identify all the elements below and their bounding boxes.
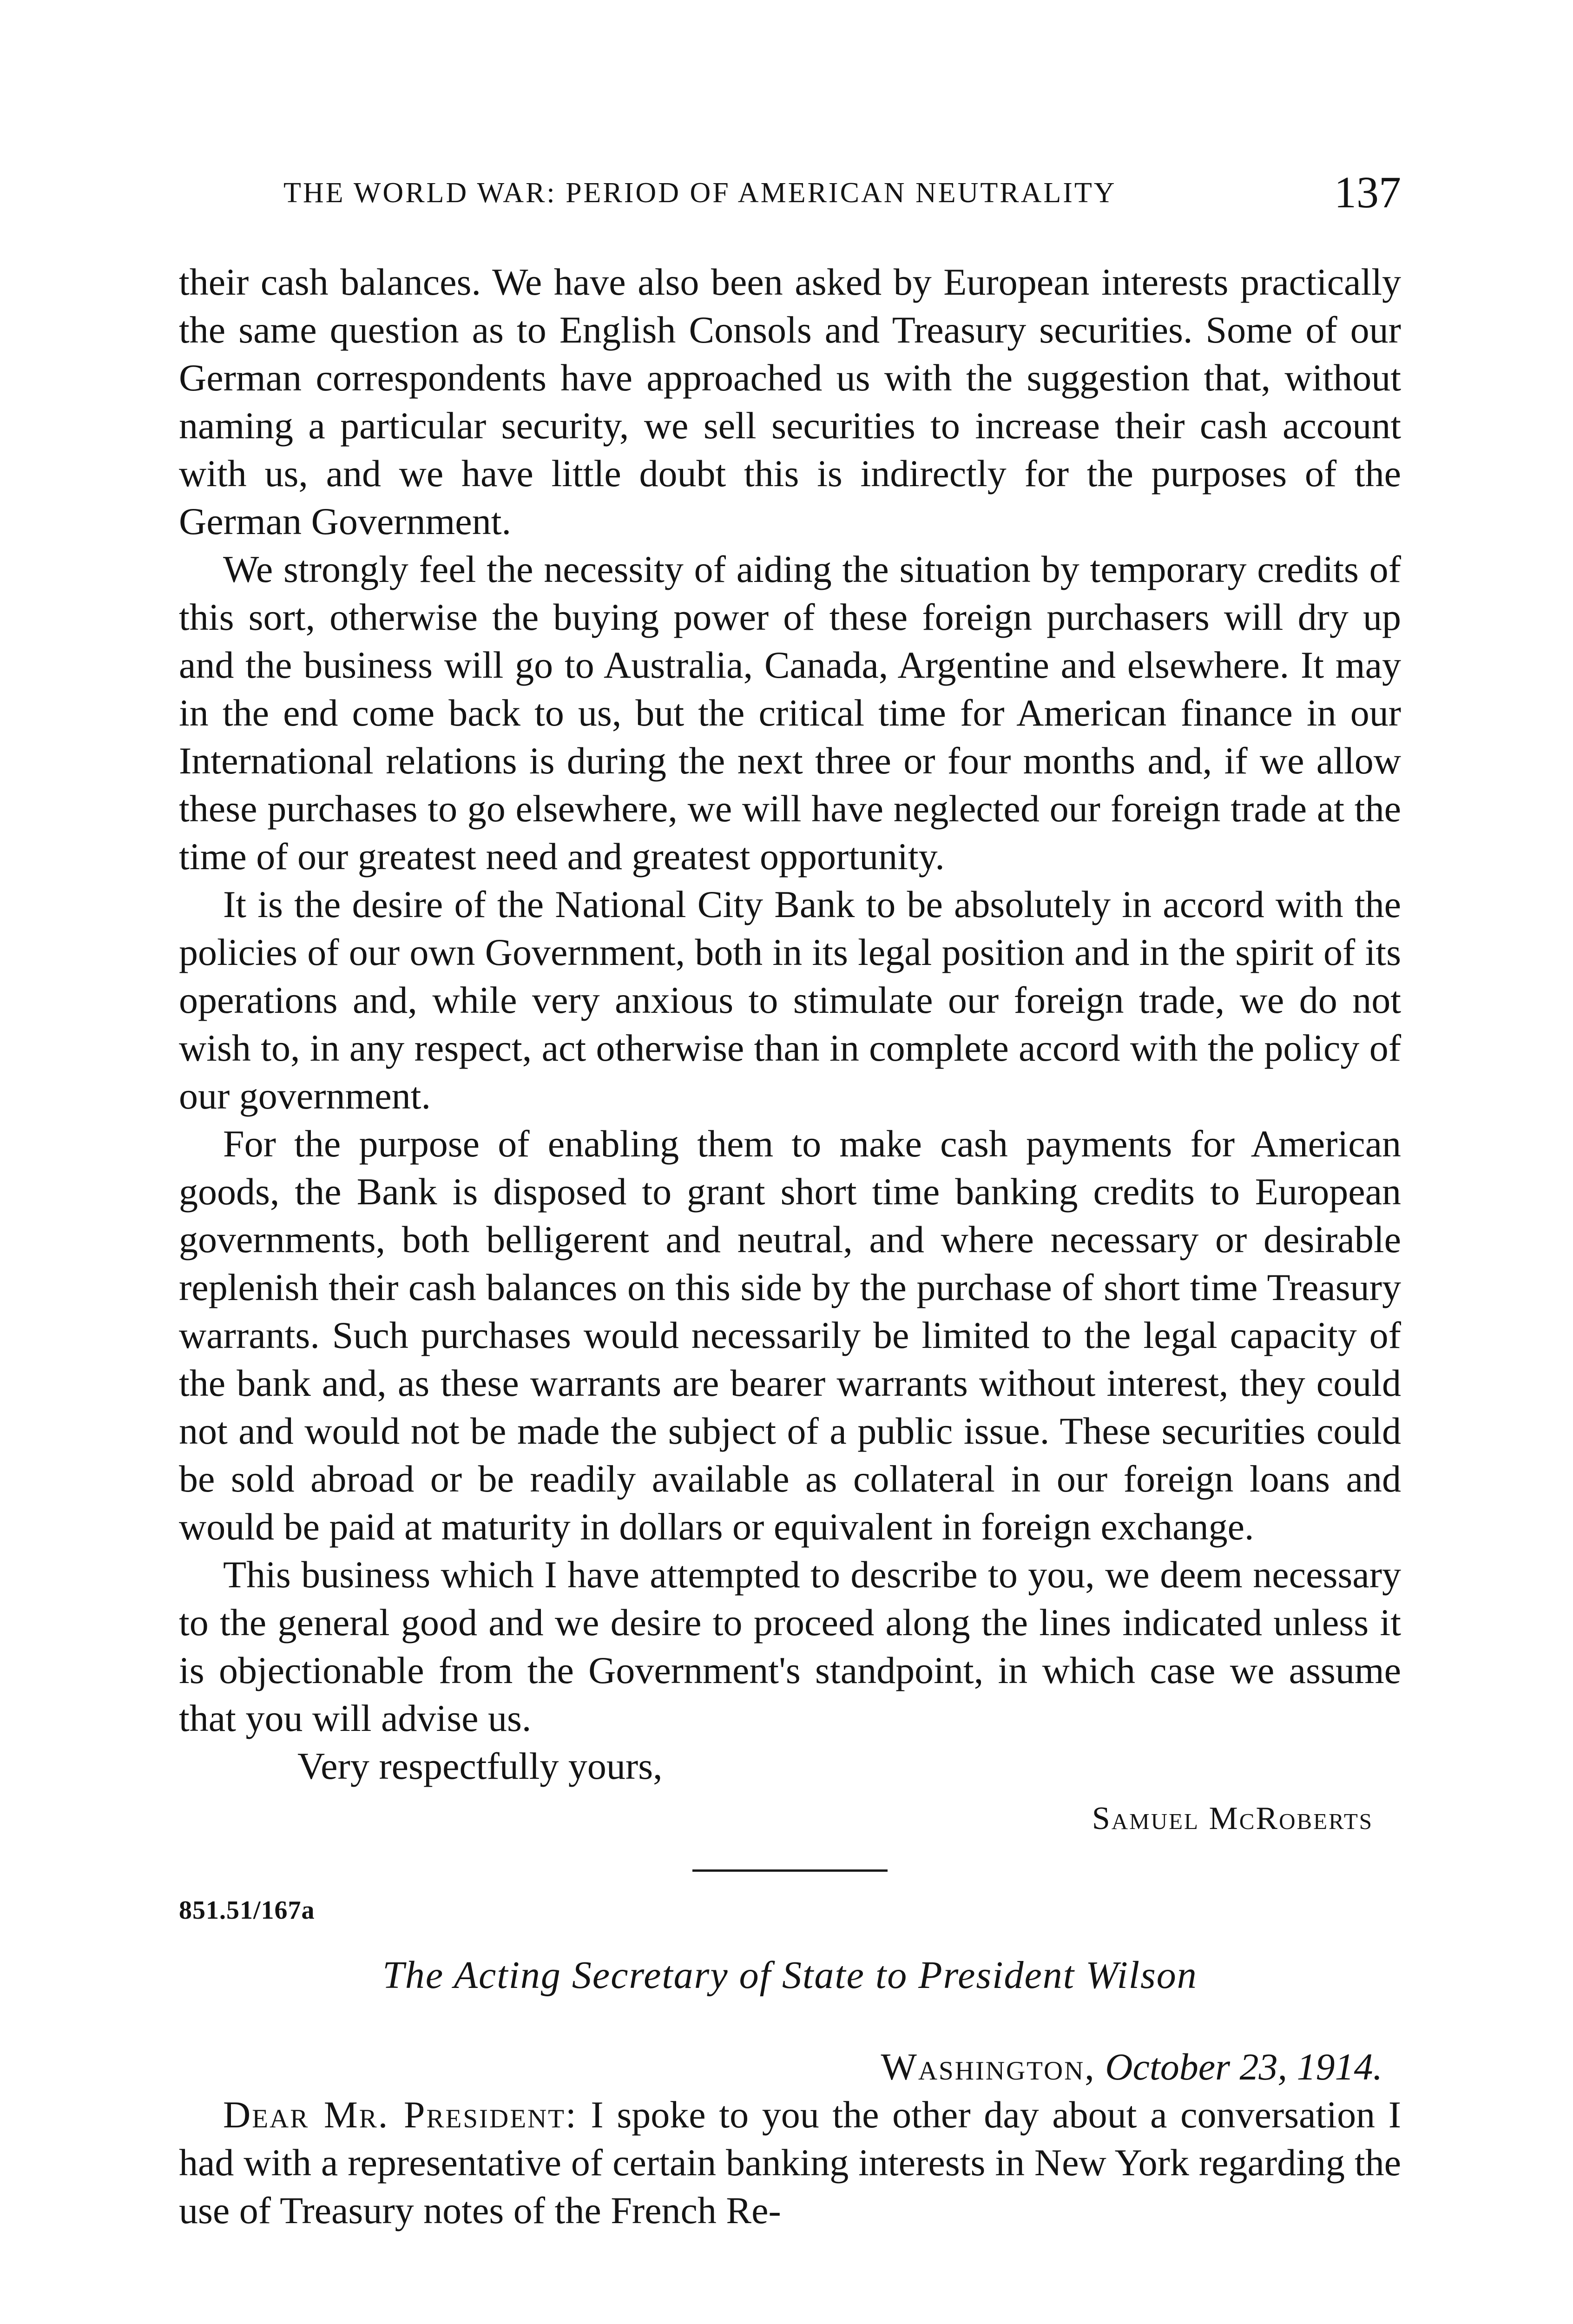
dateline-place: Washington, — [881, 2046, 1096, 2088]
letter-paragraph-5: This business which I have attempted to describe to you, we deem necessary to the general good and we desire to proceed along the lines indicated unless it is objectionable from the Government's standpoint, in which case we assume that you will advise us. — [179, 1553, 1401, 1739]
document-title: The Acting Secretary of State to President Wilson — [382, 1954, 1198, 1997]
letter-paragraph-1: their cash balances. We have also been asked by European interests practically the same question as to English Consols and Treasury securities. Some of our German correspondents have approached us with the suggestion that, without naming a particular security, we sell securities to increase their cash account with us, and we have little doubt this is indirectly for the purposes of the German Government. — [179, 261, 1401, 542]
salutation: Dear Mr. President: — [223, 2093, 578, 2136]
letter-paragraph-4: For the purpose of enabling them to make cash payments for American goods, the Bank is disposed to grant short time banking credits to European governments, both belligerent and neutral, and where necessary or desirable replenish their cash balances on this side by the purchase of short time Treasury warrants. Such purchases would necessarily be limited to the legal capacity of the bank and, as these warrants are bearer warrants without interest, they could not and would not be made the subject of a public issue. These securities could be sold abroad or be readily available as collateral in our foreign loans and would be paid at maturity in dollars or equivalent in foreign exchange. — [179, 1122, 1401, 1548]
letter-closing: Very respectfully yours, — [297, 1745, 663, 1787]
section-divider — [692, 1869, 888, 1872]
file-number: 851.51/167a — [179, 1896, 315, 1925]
document-page — [179, 0, 1401, 2324]
running-head — [179, 166, 1401, 218]
letter-paragraph-3: It is the desire of the National City Bank to be absolutely in accord with the policies of our own Government, both in its legal position and in the spirit of its operations and, while very anxious to stimulate our foreign trade, we do not wish to, in any respect, act otherwise than in complete accord with the policy of our government. — [179, 883, 1401, 1117]
dateline — [179, 2043, 1401, 2091]
second-letter-body: I spoke to you the other day about a conversation I had with a representative of certain banking interests in New York regarding the use of Treasury notes of the French Re- — [179, 2093, 1402, 2232]
letter-signature: Samuel McRoberts — [1092, 1801, 1373, 1836]
letter-paragraph-2: We strongly feel the necessity of aiding the situation by temporary credits of this sort, otherwise the buying power of these foreign purchasers will dry up and the business will go to Australia, Canada, Argentine and elsewhere. It may in the end come back to us, but the critical time for American finance in our International relations is during the next three or four months and, if we allow these purchases to go elsewhere, we will have neglected our foreign trade at the time of our greatest need and greatest opportunity. — [179, 548, 1401, 878]
running-title: THE WORLD WAR: PERIOD OF AMERICAN NEUTRALITY — [283, 177, 1117, 209]
second-letter-paragraph — [179, 2091, 1401, 2234]
page-number: 137 — [1334, 167, 1401, 217]
body-text — [179, 258, 1401, 2234]
dateline-date: October 23, 1914. — [1105, 2046, 1382, 2088]
